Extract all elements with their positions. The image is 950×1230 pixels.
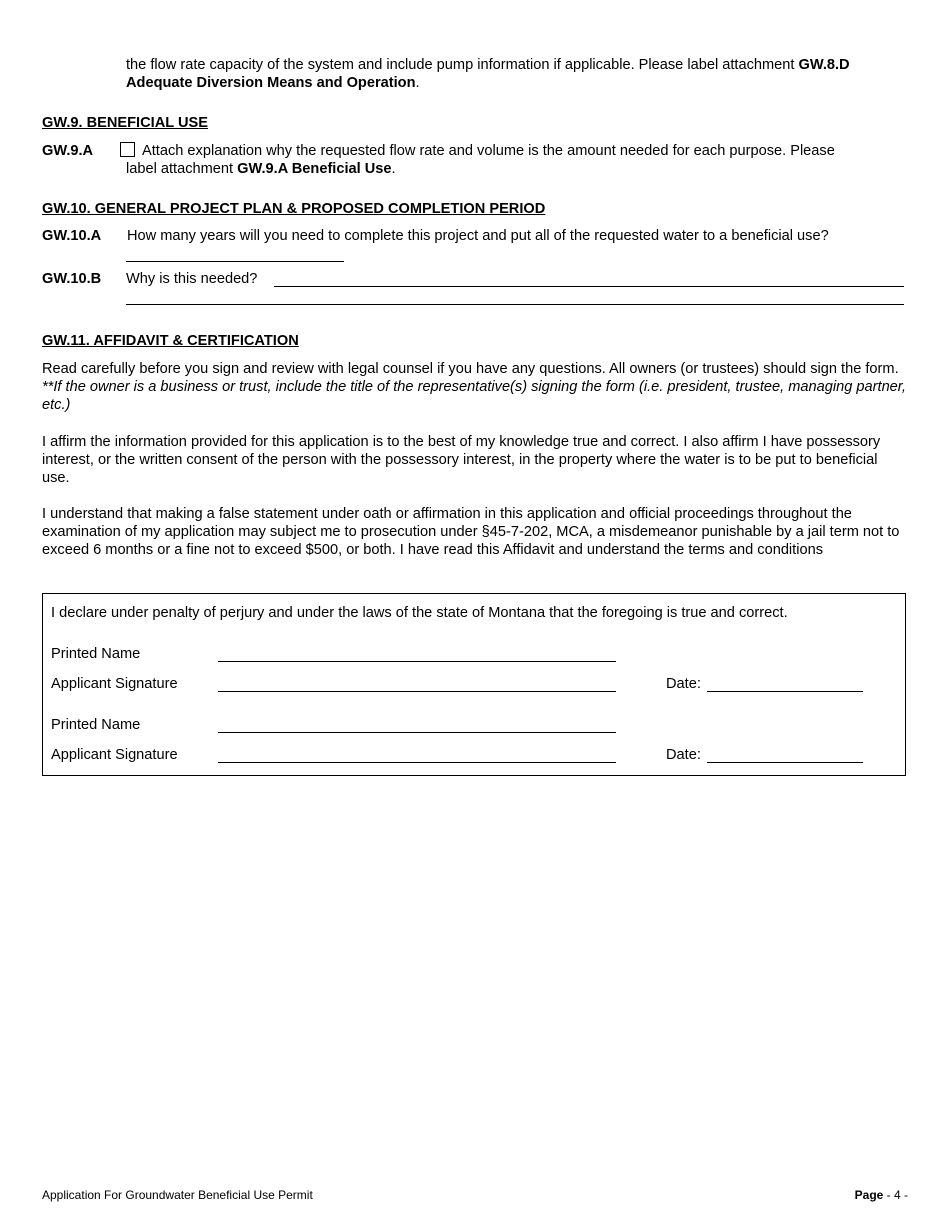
- gw10b-answer-field-line2[interactable]: [126, 304, 904, 305]
- footer-page: [855, 1186, 908, 1204]
- date-label-1: Date:: [666, 676, 701, 692]
- gw9a-text: Attach explanation why the requested flow rate and volume is the amount needed for each purpose. Please: [120, 142, 910, 160]
- footer-title: Application For Groundwater Beneficial Use Permit: [42, 1188, 313, 1202]
- printed-name-field-1[interactable]: [218, 661, 616, 662]
- applicant-signature-label-1: Applicant Signature: [51, 676, 178, 692]
- attachment-label-gw9a: GW.9.A Beneficial Use: [237, 161, 392, 177]
- affidavit-understanding: I understand that making a false statement under oath or affirmation in this application and official proceedings throughout the examination of my application may subject me to prosecution under §45-7-202, MCA, a misdemeanor punishable by a jail term not to exceed 6 months or a fine not to exceed $500, or both. I have read this Affidavit and understand the terms and conditions: [42, 506, 900, 558]
- gw9a-text-line2: label attachment GW.9.A Beneficial Use.: [126, 161, 396, 177]
- attachment-label-gw8d-title: Adequate Diversion Means and Operation: [126, 75, 416, 91]
- affidavit-affirmation: I affirm the information provided for this application is to the best of my knowledge true and correct. I also affirm I have possessory interest, or the written consent of the person with the possessory interest, in the property where the water is to be put to beneficial use.: [42, 434, 881, 486]
- intro-text: the flow rate capacity of the system and include pump information if applicable. Please label attachment GW.8.D Adequate Diversion Means and Operation.: [126, 57, 850, 91]
- gw10b-question: Why is this needed?: [126, 271, 258, 287]
- applicant-signature-field-2[interactable]: [218, 762, 616, 763]
- section-heading-gw11: GW.11. AFFIDAVIT & CERTIFICATION: [42, 333, 299, 349]
- attachment-label-gw8d: GW.8.D: [798, 57, 850, 73]
- date-field-1[interactable]: [707, 691, 863, 692]
- date-label-2: Date:: [666, 747, 701, 763]
- applicant-signature-label-2: Applicant Signature: [51, 747, 178, 763]
- date-field-2[interactable]: [707, 762, 863, 763]
- gw10b-answer-field-line1[interactable]: [274, 286, 904, 287]
- declaration-text: I declare under penalty of perjury and under the laws of the state of Montana that the foregoing is true and correct.: [51, 605, 788, 621]
- gw9a-checkbox[interactable]: [120, 142, 135, 157]
- item-id-gw10a: GW.10.A: [42, 228, 102, 244]
- declaration-box: [42, 593, 906, 776]
- printed-name-field-2[interactable]: [218, 732, 616, 733]
- printed-name-label-2: Printed Name: [51, 717, 141, 733]
- gw10a-answer-field[interactable]: [126, 261, 344, 262]
- footer-page-number: - 4 -: [883, 1188, 908, 1202]
- footer-page-label: Page: [854, 1188, 884, 1202]
- printed-name-label-1: Printed Name: [51, 646, 141, 662]
- section-heading-gw10: GW.10. GENERAL PROJECT PLAN & PROPOSED COMPLETION PERIOD: [42, 201, 546, 217]
- item-id-gw9a: GW.9.A: [42, 143, 94, 159]
- item-id-gw10b: GW.10.B: [42, 271, 102, 287]
- section-heading-gw9: GW.9. BENEFICIAL USE: [42, 115, 208, 131]
- affidavit-instructions: Read carefully before you sign and review with legal counsel if you have any questions. All owners (or trustees) should sign the form. **If the owner is a business or trust, include the title of the representative(s) signing the form (i.e. president, trustee, managing partner, etc.): [42, 361, 906, 413]
- gw10a-question: How many years will you need to complete this project and put all of the requested water to a beneficial use?: [127, 228, 829, 244]
- applicant-signature-field-1[interactable]: [218, 691, 616, 692]
